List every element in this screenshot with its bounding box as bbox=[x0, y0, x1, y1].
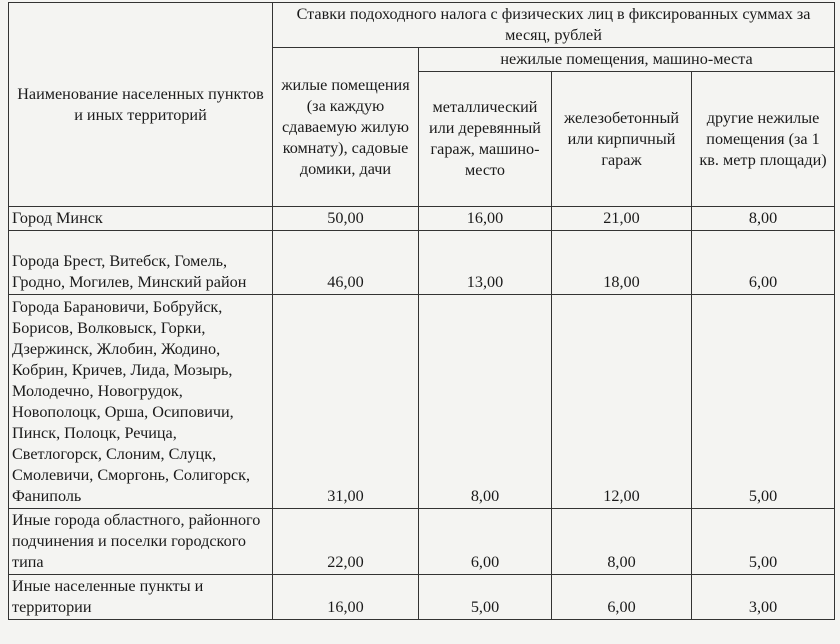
rate-metal-wood: 13,00 bbox=[419, 231, 552, 295]
rate-concrete-brick: 18,00 bbox=[552, 231, 692, 295]
table-header bbox=[9, 3, 835, 207]
table-row bbox=[9, 295, 835, 509]
header-other-nonresidential: другие нежилые помещения (за 1 кв. метр площади) bbox=[692, 72, 835, 207]
rate-metal-wood: 8,00 bbox=[419, 295, 552, 509]
rate-concrete-brick: 21,00 bbox=[552, 207, 692, 231]
rate-concrete-brick: 12,00 bbox=[552, 295, 692, 509]
locality-name: Город Минск bbox=[9, 207, 273, 231]
rate-other: 6,00 bbox=[692, 231, 835, 295]
locality-name: Города Барановичи, Бобруйск, Борисов, Волковыск, Горки, Дзержинск, Жлобин, Жодино, Кобрин, Кричев, Лида, Мозырь, Молодечно, Новогрудок, Новополоцк, Орша, Осиповичи, Пинск, Полоцк, Речица, Светлогорск, Слоним, Слуцк, Смолевичи, Сморгонь, Солигорск, Фаниполь bbox=[9, 295, 273, 509]
rate-concrete-brick: 6,00 bbox=[552, 575, 692, 620]
table-row bbox=[9, 509, 835, 575]
rate-residential: 46,00 bbox=[273, 231, 419, 295]
header-nonresidential-group: нежилые помещения, машино-места bbox=[419, 48, 835, 72]
table-row bbox=[9, 231, 835, 295]
rate-other: 3,00 bbox=[692, 575, 835, 620]
header-metal-wood-garage: металлический или деревянный гараж, машино-место bbox=[419, 72, 552, 207]
table-row bbox=[9, 575, 835, 620]
rate-residential: 22,00 bbox=[273, 509, 419, 575]
table-body bbox=[9, 207, 835, 620]
header-residential: жилые помещения (за каждую сдаваемую жилую комнату), садовые домики, дачи bbox=[273, 48, 419, 207]
rate-metal-wood: 6,00 bbox=[419, 509, 552, 575]
rate-concrete-brick: 8,00 bbox=[552, 509, 692, 575]
locality-name: Иные города областного, районного подчинения и поселки городского типа bbox=[9, 509, 273, 575]
header-rates-title: Ставки подоходного налога с физических лиц в фиксированных суммах за месяц, рублей bbox=[273, 3, 835, 48]
rate-other: 5,00 bbox=[692, 509, 835, 575]
header-locality-name: Наименование населенных пунктов и иных территорий bbox=[9, 3, 273, 207]
rate-other: 8,00 bbox=[692, 207, 835, 231]
rate-residential: 16,00 bbox=[273, 575, 419, 620]
tax-rates-table bbox=[8, 2, 835, 620]
rate-other: 5,00 bbox=[692, 295, 835, 509]
rate-metal-wood: 16,00 bbox=[419, 207, 552, 231]
header-concrete-brick-garage: железобетонный или кирпичный гараж bbox=[552, 72, 692, 207]
rate-residential: 50,00 bbox=[273, 207, 419, 231]
rate-residential: 31,00 bbox=[273, 295, 419, 509]
table-row bbox=[9, 207, 835, 231]
locality-name: Иные населенные пункты и территории bbox=[9, 575, 273, 620]
locality-name: Города Брест, Витебск, Гомель, Гродно, Могилев, Минский район bbox=[9, 231, 273, 295]
rate-metal-wood: 5,00 bbox=[419, 575, 552, 620]
